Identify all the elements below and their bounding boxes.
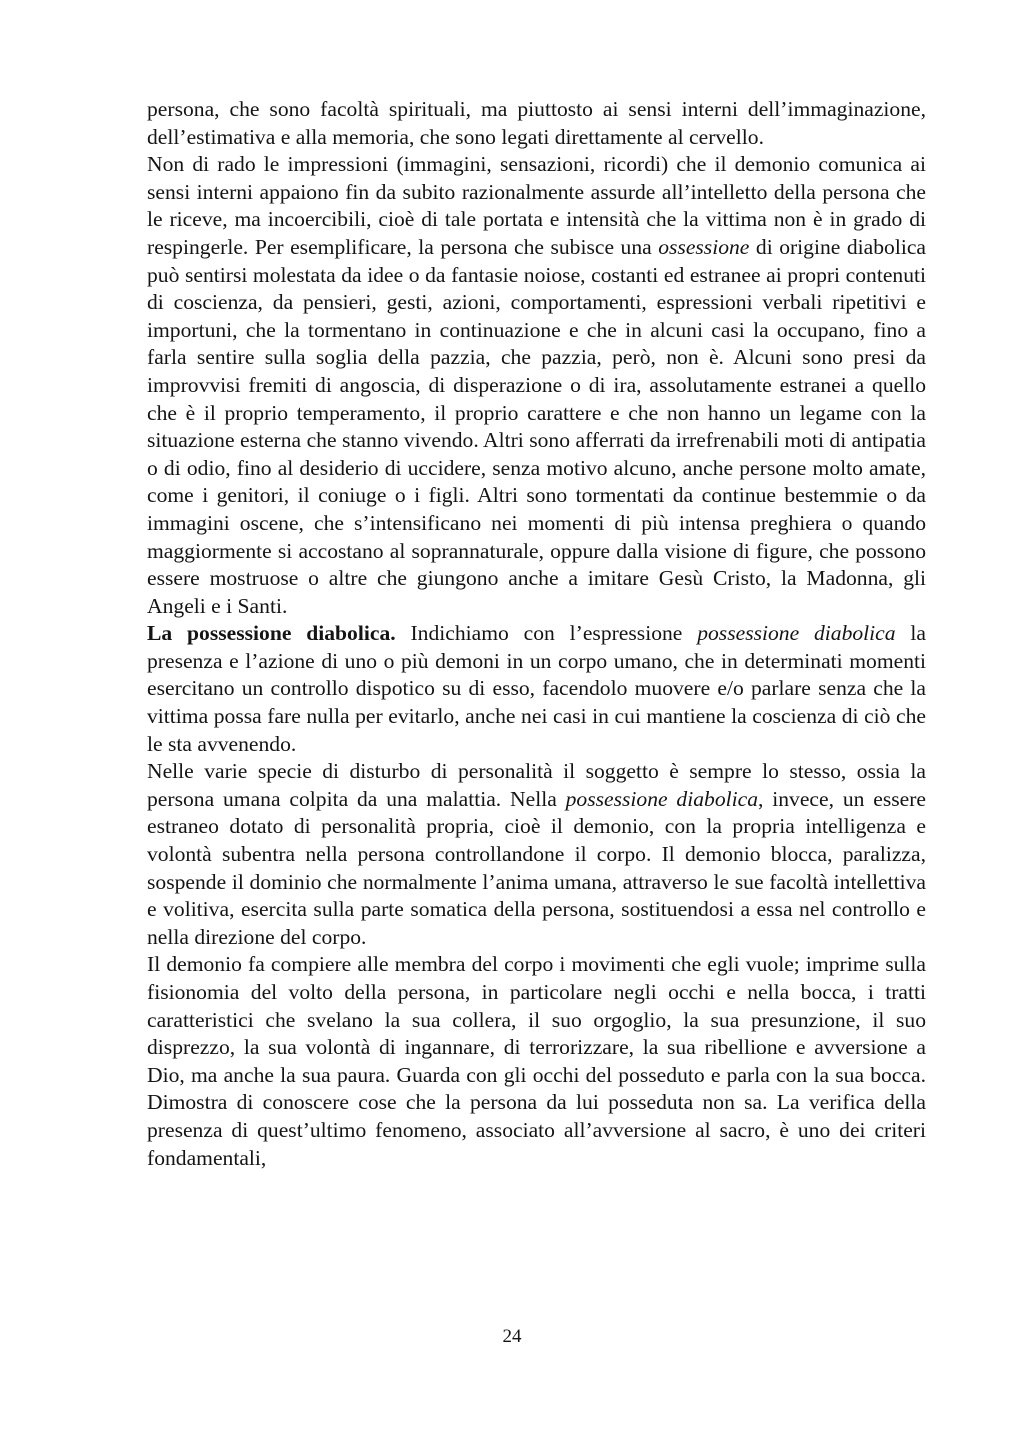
text-span: persona, che sono facoltà spirituali, ma piuttosto ai sensi interni dell’immaginazione, dell’estimativa e alla memoria, che sono legati direttamente al cervello.	[147, 97, 926, 149]
text-span: Indichiamo con l’espressione	[395, 621, 698, 646]
text-span: di origine diabolica può sentirsi molestata da idee o da fantasie noiose, costanti ed estranee ai propri contenuti di coscienza, da pensieri, gesti, azioni, comportamenti, espressioni verbali ripetitivi e importuni, che la tormentano in continuazione e che in alcuni casi la occupano, fino a farla sentire sulla soglia della pazzia, che pazzia, però, non è. Alcuni sono presi da improvvisi fremiti di angoscia, di disperazione o di ira, assolutamente estranei a quello che è il proprio temperamento, il proprio carattere e che non hanno un legame con la situazione esterna che stanno vivendo. Altri sono afferrati da irrefrenabili moti di antipatia o di odio, fino al desiderio di uccidere, senza motivo alcuno, anche persone molto amate, come i genitori, il coniuge o i figli. Altri sono tormentati da continue bestemmie o da immagini oscene, che s’intensificano nei momenti di più intensa preghiera o quando maggiormente si accostano al soprannaturale, oppure dalla visione di figure, che possono essere mostruose o altre che giungono anche a imitare Gesù Cristo, la Madonna, gli Angeli e i Santi.	[147, 234, 926, 618]
paragraph	[147, 758, 926, 951]
paragraph	[147, 96, 926, 151]
text-span: , invece, un essere estraneo dotato di personalità propria, cioè il demonio, con la propria intelligenza e volontà subentra nella persona controllandone il corpo. Il demonio blocca, paralizza, sospende il dominio che normalmente l’anima umana, attraverso le sue facoltà intellettiva e volitiva, esercita sulla parte somatica della persona, sostituendosi a essa nel controllo e nella direzione del corpo.	[147, 786, 927, 949]
text-span: la presenza e l’azione di uno o più demoni in un corpo umano, che in determinati momenti esercitano un controllo dispotico su di esso, facendolo muovere e/o parlare senza che la vittima possa fare nulla per evitarlo, anche nei casi in cui mantiene la coscienza di ciò che le sta avvenendo.	[147, 621, 926, 756]
italic-term: ossessione	[658, 234, 750, 259]
paragraph	[147, 620, 926, 758]
paragraph	[147, 951, 926, 1172]
italic-term: possessione diabolica	[565, 786, 759, 811]
paragraph	[147, 151, 926, 620]
body-text	[147, 96, 926, 1172]
page-number: 24	[502, 1326, 522, 1347]
italic-term: possessione diabolica	[697, 621, 896, 646]
text-span: Nelle varie specie di disturbo di personalità il soggetto è sempre lo stesso, ossia la persona umana colpita da una malattia. Nella	[147, 759, 926, 811]
section-heading: La possessione diabolica.	[147, 621, 396, 646]
text-span: Il demonio fa compiere alle membra del corpo i movimenti che egli vuole; imprime sulla fisionomia del volto della persona, in particolare negli occhi e nella bocca, i tratti caratteristici che svelano la sua collera, il suo orgoglio, la sua presunzione, il suo disprezzo, la sua volontà di ingannare, di terrorizzare, la sua ribellione e avversione a Dio, ma anche la sua paura. Guarda con gli occhi del posseduto e parla con la sua bocca. Dimostra di conoscere cose che la persona da lui posseduta non sa. La verifica della presenza di quest’ultimo fenomeno, associato all’avversione al sacro, è uno dei criteri fondamentali,	[147, 952, 926, 1170]
text-span: Non di rado le impressioni (immagini, sensazioni, ricordi) che il demonio comunica ai sensi interni appaiono fin da subito razionalmente assurde all’intelletto della persona che le riceve, ma incoercibili, cioè di tale portata e intensità che la vittima non è in grado di respingerle. Per esemplificare, la persona che subisce una	[147, 152, 926, 259]
